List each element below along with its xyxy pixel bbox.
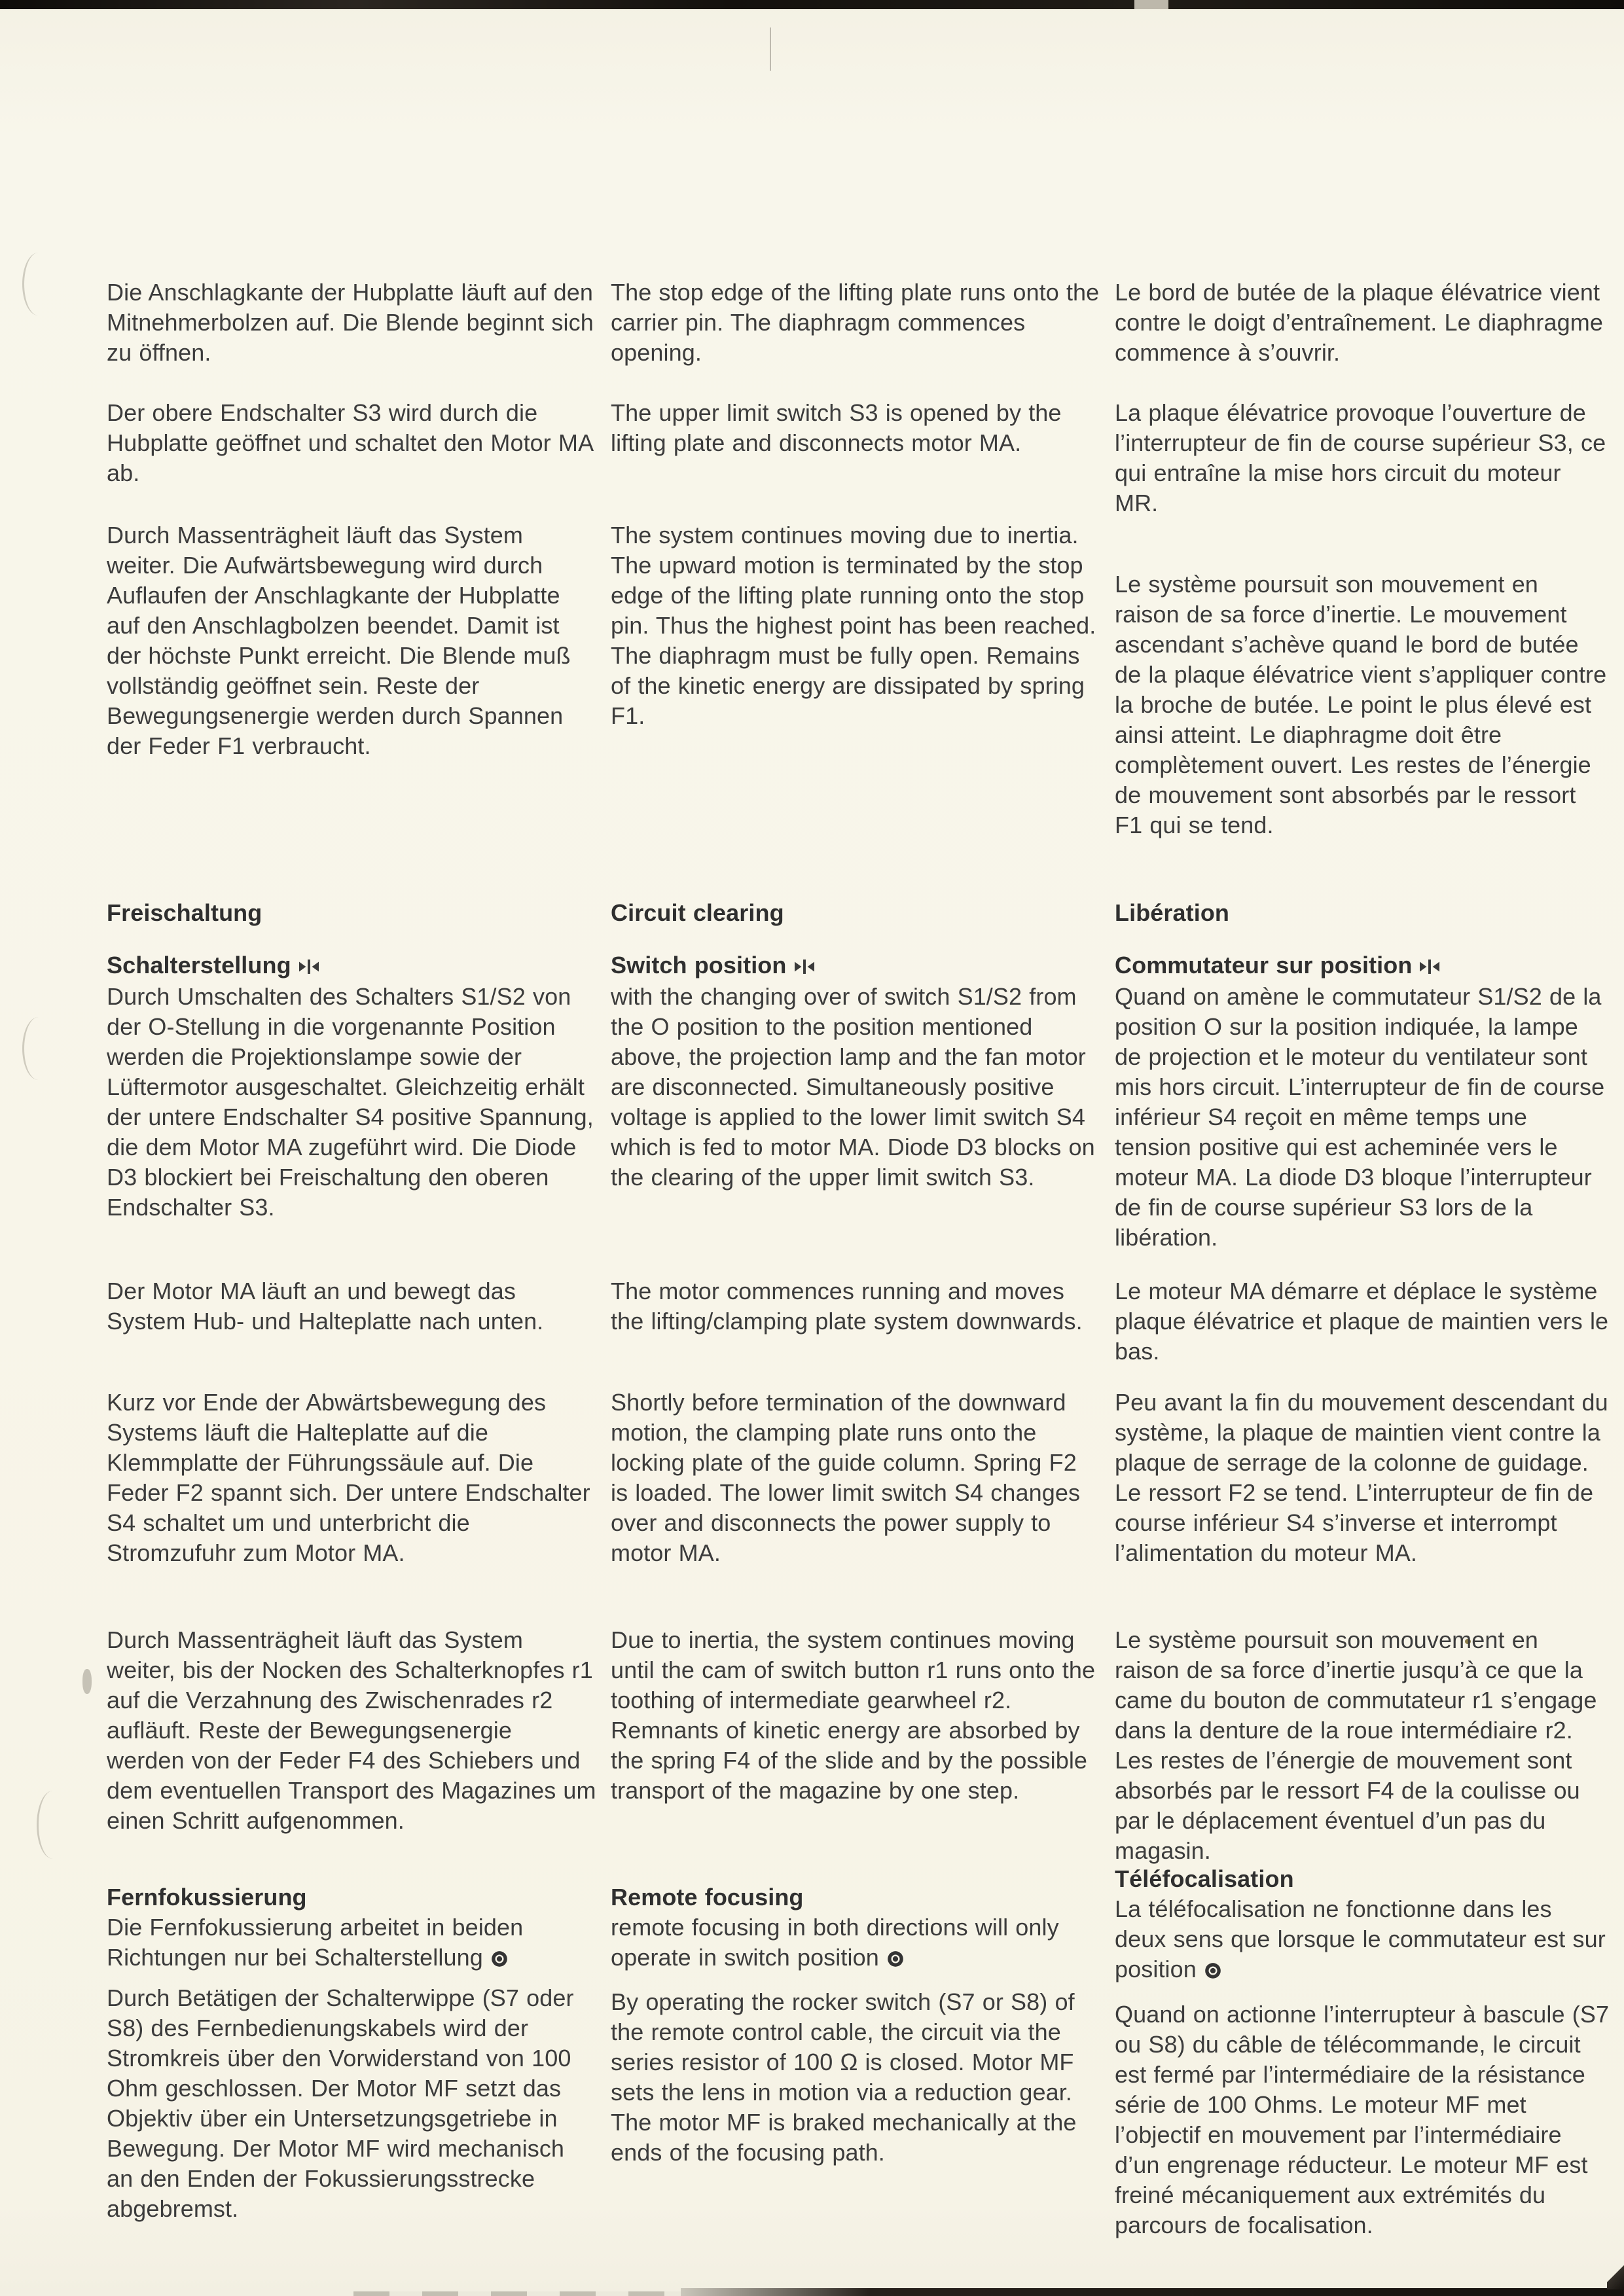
fr-subheading-switch-position xyxy=(1115,950,1610,980)
de-para-inertia-down: Durch Massenträgheit läuft das System weiter, bis der Nocken des Schalterknopfes r1 auf die Verzahnung des Zwischenrades r2 aufläuft. Reste der Bewegungsenergie werden von der Feder F4 des Schiebers und dem eventuellen Transport des Magazines um einen Schritt aufgenommen. xyxy=(107,1626,596,1834)
de-para-stop-edge: Die Anschlagkante der Hubplatte läuft auf den Mitnehmerbolzen auf. Die Blende beginnt sich zu öffnen. xyxy=(107,279,594,366)
fr-para-switch-changeover: Quand on amène le commutateur S1/S2 de la position O sur la position indiquée, la lampe de projection et le moteur du ventilateur sont mis hors circuit. L’interrupteur de fin de course inférieur S4 reçoit en même temps une tension positive qui est acheminée vers le moteur MA. La diode D3 bloque l’interrupteur de fin de course supérieur S3 lors de la libération. xyxy=(1115,983,1605,1251)
en-heading-clearing: Circuit clearing xyxy=(611,899,784,926)
en-para-focus-operation: By operating the rocker switch (S7 or S8) of the remote control cable, the circuit via the series resistor of 100 Ω is closed. Motor MF sets the lens in motion via a reduction gear. The motor MF is braked mechanically at the ends of the focusing path. xyxy=(611,1988,1077,2166)
page-bottom-edge-bar xyxy=(681,2288,1624,2296)
paper-smudge xyxy=(82,1669,92,1694)
en-para-motor-runs: The motor commences running and moves the lifting/clamping plate system downwards. xyxy=(611,1278,1083,1335)
fr-focus-condition-text: La téléfocalisation ne fonctionne dans les deux sens que lorsque le commutateur est sur position xyxy=(1115,1895,1606,1982)
page-top-edge-bar xyxy=(0,0,1624,9)
en-para-limit-switch: The upper limit switch S3 is opened by the lifting plate and disconnects motor MA. xyxy=(611,399,1062,456)
en-para-before-end: Shortly before termination of the downward motion, the clamping plate runs onto the locking plate of the guide column. Spring F2 is loaded. The lower limit switch S4 changes over and disconnects the power supply to motor MA. xyxy=(611,1389,1081,1566)
page-corner-fold xyxy=(1607,2262,1624,2289)
fr-subheading-text: Commutateur sur position xyxy=(1115,952,1413,978)
en-focus-condition-text: remote focusing in both directions will only operate in switch position xyxy=(611,1914,1059,1971)
en-para-focus-condition xyxy=(611,1912,1100,1973)
paper-curl-mark xyxy=(22,253,54,315)
fr-para-focus-operation: Quand on actionne l’interrupteur à bascule (S7 ou S8) du câble de télécommande, le circuit est fermé par l’intermédiaire de la résistance série de 100 Ohms. Le moteur MF met l’objectif en mouvement par l’intermédiaire d’un engrenage réducteur. Le moteur MF est freiné mécaniquement aux extrémités du parcours de focalisation. xyxy=(1115,2001,1610,2238)
en-para-inertia-up: The system continues moving due to inertia. The upward motion is terminated by the stop edge of the lifting plate running onto the stop pin. Thus the highest point has been reached. The diaphragm must be fully open. Remains of the kinetic energy are dissipated by spring F1. xyxy=(611,522,1096,729)
en-para-stop-edge: The stop edge of the lifting plate runs onto the carrier pin. The diaphragm commences opening. xyxy=(611,279,1100,366)
scan-hairline-mark xyxy=(770,27,771,71)
de-para-switch-changeover: Durch Umschalten des Schalters S1/S2 von der O-Stellung in die vorgenannte Position werden die Projektionslampe sowie der Lüftermotor ausgeschaltet. Gleichzeitig erhält der untere Endschalter S4 positive Spannung, die dem Motor MA zugeführt wird. Die Diode D3 blockiert bei Freischaltung den oberen Endschalter S3. xyxy=(107,983,594,1221)
de-heading-clearing: Freischaltung xyxy=(107,899,262,926)
en-subheading-switch-position xyxy=(611,950,1100,980)
de-focus-condition-text: Die Fernfokussierung arbeitet in beiden Richtungen nur bei Schalterstellung xyxy=(107,1914,524,1971)
page-top-edge-gap xyxy=(1134,0,1168,9)
switch-position-icon xyxy=(795,958,814,975)
fr-para-inertia-up: Le système poursuit son mouvement en raison de sa force d’inertie. Le mouvement ascendant s’achève quand le bord de butée de la plaque élévatrice vient s’appliquer contre la broche de butée. Le point le plus élevé est ainsi atteint. Le diaphragme doit être complètement ouvert. Les restes de l’énergie de mouvement sont absorbés par le ressort F1 qui se tend. xyxy=(1115,571,1607,838)
fr-heading-focus: Téléfocalisation xyxy=(1115,1865,1294,1892)
page-bottom-edge-dashes xyxy=(353,2291,681,2296)
projection-position-icon xyxy=(1204,1962,1221,1979)
de-para-focus-operation: Durch Betätigen der Schalterwippe (S7 oder S8) des Fernbedienungskabels wird der Stromkreis über den Vorwiderstand von 100 Ohm geschlossen. Der Motor MF setzt das Objektiv über ein Untersetzungsgetriebe in Bewegung. Der Motor MF wird mechanisch an den Enden der Fokussierungsstrecke abgebremst. xyxy=(107,1984,574,2222)
de-para-before-end: Kurz vor Ende der Abwärtsbewegung des Systems läuft die Halteplatte auf die Klemmplatte der Führungssäule auf. Die Feder F2 spannt sich. Der untere Endschalter S4 schaltet um und unterbricht die Stromzufuhr zum Motor MA. xyxy=(107,1389,590,1566)
fr-para-limit-switch: La plaque élévatrice provoque l’ouverture de l’interrupteur de fin de course supérieur S3, ce qui entraîne la mise hors circuit du moteur MR. xyxy=(1115,399,1606,516)
fr-para-inertia-down: Le système poursuit son mouvement en raison de sa force d’inertie jusqu’à ce que la came du bouton de commutateur r1 s’engage dans la denture de la roue intermédiaire r2. Les restes de l’énergie de mouvement sont absorbés par le ressort F4 de la coulisse ou par le déplacement éventuel d’un pas du magasin. xyxy=(1115,1626,1597,1864)
paper-curl-mark xyxy=(37,1791,69,1859)
projection-position-icon xyxy=(491,1950,508,1967)
en-para-inertia-down: Due to inertia, the system continues moving until the cam of switch button r1 runs onto the toothing of intermediate gearwheel r2. Remnants of kinetic energy are absorbed by the spring F4 of the slide and by the possible transport of the magazine by one step. xyxy=(611,1626,1096,1804)
de-para-inertia-up: Durch Massenträgheit läuft das System weiter. Die Aufwärtsbewegung wird durch Auflaufen der Anschlagkante der Hubplatte auf den Anschlagbolzen beendet. Damit ist der höchste Punkt erreicht. Die Blende muß vollständig geöffnet sein. Reste der Bewegungsenergie werden durch Spannen der Feder F1 verbraucht. xyxy=(107,522,571,759)
switch-position-icon xyxy=(1420,958,1439,975)
de-para-limit-switch: Der obere Endschalter S3 wird durch die Hubplatte geöffnet und schaltet den Motor MA ab. xyxy=(107,399,593,486)
fr-para-before-end: Peu avant la fin du mouvement descendant du système, la plaque de maintien vient contre la plaque de serrage de la colonne de guidage. Le ressort F2 se tend. L’interrupteur de fin de course inférieur S4 s’inverse et interrompt l’alimentation du moteur MA. xyxy=(1115,1389,1608,1566)
switch-position-icon xyxy=(299,958,319,975)
fr-para-motor-runs: Le moteur MA démarre et déplace le système plaque élévatrice et plaque de maintien vers le bas. xyxy=(1115,1278,1609,1365)
paper-curl-mark xyxy=(22,1017,54,1080)
en-subheading-text: Switch position xyxy=(611,952,787,978)
de-subheading-text: Schalterstellung xyxy=(107,952,291,978)
projection-position-icon xyxy=(887,1950,904,1967)
de-heading-focus: Fernfokussierung xyxy=(107,1884,307,1910)
de-para-focus-condition xyxy=(107,1912,596,1973)
fr-para-stop-edge: Le bord de butée de la plaque élévatrice vient contre le doigt d’entraînement. Le diaphragme commence à s’ouvrir. xyxy=(1115,279,1603,366)
en-para-switch-changeover: with the changing over of switch S1/S2 from the O position to the position mentioned above, the projection lamp and the fan motor are disconnected. Simultaneously positive voltage is applied to the lower limit switch S4 which is fed to motor MA. Diode D3 blocks on the clearing of the upper limit switch S3. xyxy=(611,983,1095,1191)
fr-para-focus-condition xyxy=(1115,1894,1610,1984)
de-subheading-switch-position xyxy=(107,950,596,980)
de-para-motor-runs: Der Motor MA läuft an und bewegt das System Hub- und Halteplatte nach unten. xyxy=(107,1278,544,1335)
fr-heading-clearing: Libération xyxy=(1115,899,1230,926)
en-heading-focus: Remote focusing xyxy=(611,1884,804,1910)
